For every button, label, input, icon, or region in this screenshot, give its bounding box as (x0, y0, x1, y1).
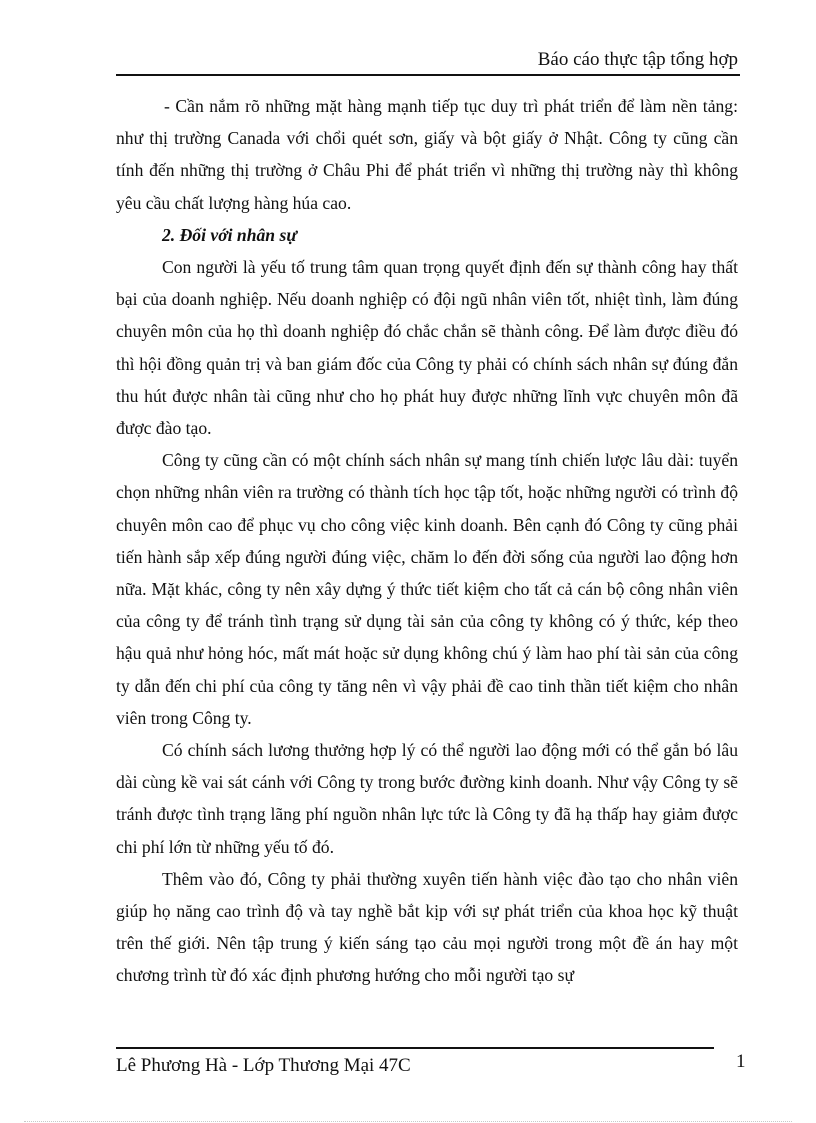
header-divider (116, 74, 740, 76)
document-header-title: Báo cáo thực tập tổng hợp (537, 49, 738, 70)
footer-divider (116, 1047, 714, 1049)
page-bottom-edge (24, 1121, 792, 1122)
paragraph: Có chính sách lương thưởng hợp lý có thể người lao động mới có thể gắn bó lâu dài cùng kề vai sát cánh với Công ty trong bước đường kinh doanh. Như vậy Công ty sẽ tránh được tình trạng lãng phí nguồn nhân lực tức là Công ty đã hạ thấp hay giảm được chi phí lớn từ những yếu tố đó. (116, 740, 738, 857)
document-body (116, 90, 738, 992)
footer-author: Lê Phương Hà - Lớp Thương Mại 47C (116, 1055, 411, 1076)
page-number: 1 (736, 1051, 746, 1072)
paragraph: Công ty cũng cần có một chính sách nhân sự mang tính chiến lược lâu dài: tuyển chọn những nhân viên ra trường có thành tích học tập tốt, hoặc những người có trình độ chuyên môn cao để phục vụ cho công việc kinh doanh. Bên cạnh đó Công ty cũng phải tiến hành sắp xếp đúng người đúng việc, chăm lo đến đời sống của người lao động hơn nữa. Mặt khác, công ty nên xây dựng ý thức tiết kiệm cho tất cả cán bộ công nhân viên của công ty để tránh tình trạng sử dụng tài sản của công ty không có ý thức, kép theo hậu quả như hỏng hóc, mất mát hoặc sử dụng không chú ý làm hao phí tài sản của công ty dẫn đến chi phí của công ty tăng nên vì vậy phải đề cao tinh thần tiết kiệm cho nhân viên trong Công ty. (116, 450, 738, 728)
section-heading: 2. Đối với nhân sự (162, 224, 297, 245)
paragraph: - Cần nắm rõ những mặt hàng mạnh tiếp tục duy trì phát triển để làm nền tảng: như thị trường Canada với chổi quét sơn, giấy và bột giấy ở Nhật. Công ty cũng cần tính đến những thị trường ở Châu Phi để phát triển vì những thị trường này thì không yêu cầu chất lượng hàng húa cao. (116, 96, 738, 213)
paragraph: Con người là yếu tố trung tâm quan trọng quyết định đến sự thành công hay thất bại của doanh nghiệp. Nếu doanh nghiệp có đội ngũ nhân viên tốt, nhiệt tình, làm đúng chuyên môn của họ thì doanh nghiệp đó chắc chắn sẽ thành công. Để làm được điều đó thì hội đồng quản trị và ban giám đốc của Công ty phải có chính sách nhân sự đúng đắn thu hút được nhân tài cũng như cho họ phát huy được những lĩnh vực chuyên môn đã được đào tạo. (116, 257, 738, 439)
paragraph: Thêm vào đó, Công ty phải thường xuyên tiến hành việc đào tạo cho nhân viên giúp họ năng cao trình độ và tay nghề bắt kịp với sự phát triển của khoa học kỹ thuật trên thế giới. Nên tập trung ý kiến sáng tạo cảu mọi người trong một đề án hay một chương trình từ đó xác định phương hướng cho mỗi người tạo sự (116, 868, 738, 986)
